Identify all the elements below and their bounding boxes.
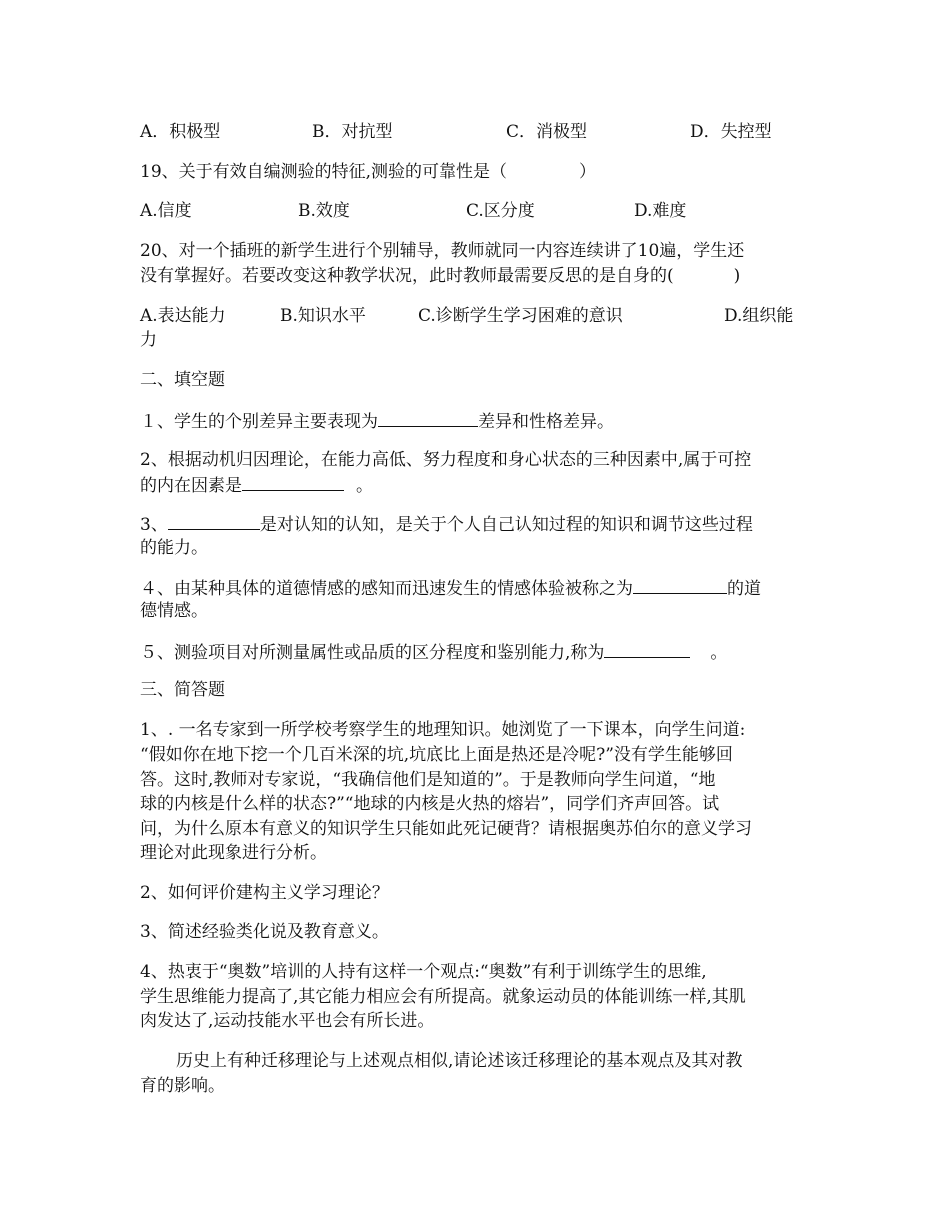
fill-item-2-line2: 的内在因素是 。: [140, 472, 373, 499]
q19-stem: 19、关于有效自编测验的特征,测验的可靠性是（ ）: [140, 162, 597, 182]
fill-item-4-line2: 德情感。: [140, 601, 208, 621]
fill-blank-3[interactable]: [168, 511, 260, 530]
q20-option-a: A.表达能力: [140, 306, 226, 326]
q19-option-b: B.效度: [298, 201, 350, 221]
essay-1-line3: 答。这时,教师对专家说，“我确信他们是知道的”。于是教师向学生问道，“地: [140, 770, 716, 790]
q20-option-d: D.组织能: [724, 306, 794, 326]
fill-item-3-line1: 3、 是对认知的认知，是关于个人自己认知过程的知识和调节这些过程: [140, 511, 753, 538]
essay-3: 3、简述经验类化说及教育意义。: [140, 922, 389, 942]
q18-option-a: A．积极型: [140, 122, 221, 142]
fill-blank-5[interactable]: [604, 639, 690, 658]
fill-item-3-line2: 的能力。: [140, 538, 208, 558]
q18-option-d: D．失控型: [690, 122, 772, 142]
fill-item-1: １、学生的个别差异主要表现为 差异和性格差异。: [140, 408, 614, 435]
fill-blank-4[interactable]: [633, 575, 727, 594]
essay-2: 2、如何评价建构主义学习理论？: [140, 883, 389, 903]
q20-option-c: C.诊断学生学习困难的意识: [418, 306, 623, 326]
q20-stem-line2: 没有掌握好。若要改变这种教学状况，此时教师最需要反思的是自身的( ): [140, 266, 741, 286]
essay-1-line2: “假如你在地下挖一个几百米深的坑,坑底比上面是热还是冷呢?”没有学生能够回: [140, 745, 733, 765]
q18-option-c: C．消极型: [506, 122, 588, 142]
essay-1-line4: 球的内核是什么样的状态?”“地球的内核是火热的熔岩”，同学们齐声回答。试: [140, 794, 720, 814]
q19-option-a: A.信度: [140, 201, 192, 221]
essay-1-line1: 1、. 一名专家到一所学校考察学生的地理知识。她浏览了一下课本，向学生问道:: [140, 720, 746, 740]
fill-item-5: ５、测验项目对所测量属性或品质的区分程度和鉴别能力,称为 。: [140, 639, 727, 666]
q20-stem-line1: 20、对一个插班的新学生进行个别辅导，教师就同一内容连续讲了10遍，学生还: [140, 241, 745, 261]
fill-blank-2[interactable]: [242, 472, 344, 491]
q20-option-b: B.知识水平: [280, 306, 366, 326]
fill-item-2-line1: 2、根据动机归因理论，在能力高低、努力程度和身心状态的三种因素中,属于可控: [140, 450, 752, 470]
section-2-title: 二、填空题: [140, 370, 225, 390]
q18-option-b: B．对抗型: [312, 122, 393, 142]
essay-4-line3: 肉发达了,运动技能水平也会有所长进。: [140, 1011, 435, 1031]
essay-4-line1: 4、热衷于“奥数”培训的人持有这样一个观点:“奥数”有利于训练学生的思维,: [140, 962, 707, 982]
section-3-title: 三、简答题: [140, 680, 225, 700]
essay-4-line2: 学生思维能力提高了,其它能力相应会有所提高。就象运动员的体能训练一样,其肌: [140, 987, 746, 1007]
essay-4-para2-line2: 育的影响。: [140, 1076, 225, 1096]
q19-option-d: D.难度: [634, 201, 687, 221]
essay-1-line5: 问，为什么原本有意义的知识学生只能如此死记硬背？请根据奥苏伯尔的意义学习: [140, 819, 752, 839]
essay-1-line6: 理论对此现象进行分析。: [140, 843, 327, 863]
essay-4-para2-line1: 历史上有种迁移理论与上述观点相似,请论述该迁移理论的基本观点及其对教: [176, 1051, 743, 1071]
fill-item-4-line1: ４、由某种具体的道德情感的感知而迅速发生的情感体验被称之为 的道: [140, 575, 761, 602]
q19-option-c: C.区分度: [466, 201, 535, 221]
fill-blank-1[interactable]: [378, 408, 478, 427]
q20-option-d-wrap: 力: [140, 330, 157, 350]
